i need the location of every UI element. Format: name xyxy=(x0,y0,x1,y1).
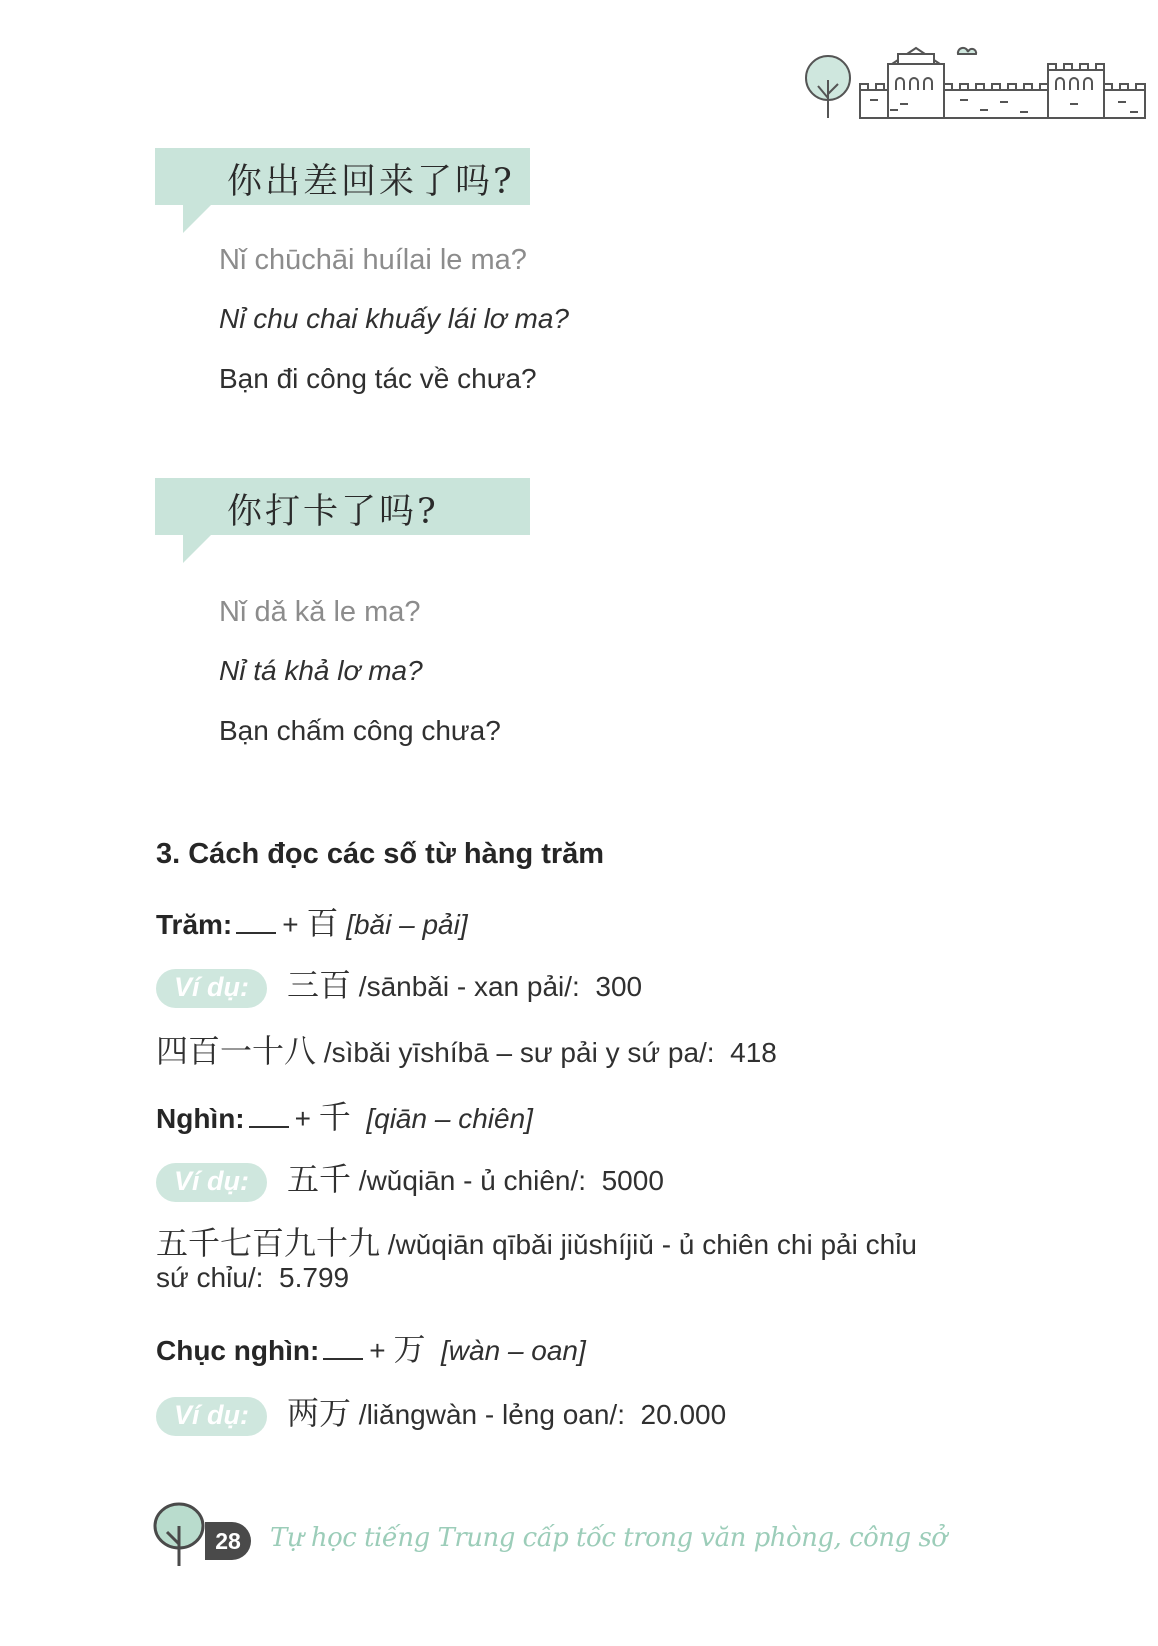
rule-reading-thousands: [qiān – chiên] xyxy=(366,1103,533,1134)
rule-char-hundreds: 百 xyxy=(306,904,339,942)
phrase-pinyin-1: Nǐ chūchāi huílai le ma? xyxy=(219,244,527,276)
phrase-chinese-2: 你打卡了吗? xyxy=(227,492,439,532)
example-hundreds-2: 四百一十八 /sìbǎi yīshíbā – sư pải y sứ pa/: 418 xyxy=(156,1032,777,1070)
page-number: 28 xyxy=(205,1522,251,1560)
phrase-phonetic-2: Nỉ tá khả lơ ma? xyxy=(219,655,423,686)
example-thousands-1: Ví dụ: 五千 /wǔqiān - ủ chiên/: 5000 xyxy=(156,1154,664,1202)
example-ten-thousands-1: Ví dụ: 两万 /liǎngwàn - lẻng oan/: 20.000 xyxy=(156,1388,726,1436)
example-badge: Ví dụ: xyxy=(156,1397,267,1436)
great-wall-illustration xyxy=(800,40,1150,130)
rule-char-ten-thousands: 万 xyxy=(393,1330,426,1368)
example-hundreds-1: Ví dụ: 三百 /sānbǎi - xan pải/: 300 xyxy=(156,960,642,1008)
rule-reading-hundreds: [bǎi – pải] xyxy=(346,909,468,940)
rule-reading-ten-thousands: [wàn – oan] xyxy=(441,1335,586,1366)
rule-label-hundreds: Trăm: xyxy=(156,909,233,940)
example-badge: Ví dụ: xyxy=(156,969,267,1008)
phrase-heading-bubble-1 xyxy=(155,148,530,205)
section-title: 3. Cách đọc các số từ hàng trăm xyxy=(156,838,605,870)
example-badge: Ví dụ: xyxy=(156,1163,267,1202)
phrase-vietnamese-1: Bạn đi công tác về chưa? xyxy=(219,363,537,394)
phrase-vietnamese-2: Bạn chấm công chưa? xyxy=(219,715,501,746)
rule-label-thousands: Nghìn: xyxy=(156,1103,245,1134)
rule-label-ten-thousands: Chục nghìn: xyxy=(156,1335,320,1366)
footer-tree-icon xyxy=(153,1498,209,1568)
rule-hundreds: Trăm: + 百 [bǎi – pải] xyxy=(156,904,468,942)
example-thousands-2: 五千七百九十九 /wǔqiān qībǎi jiǔshíjiǔ - ủ chiên chi pải chỉu xyxy=(156,1224,917,1262)
rule-thousands: Nghìn: + 千 [qiān – chiên] xyxy=(156,1098,533,1136)
phrase-pinyin-2: Nǐ dǎ kǎ le ma? xyxy=(219,596,421,628)
phrase-heading-bubble-2 xyxy=(155,478,530,535)
phrase-phonetic-1: Nỉ chu chai khuấy lái lơ ma? xyxy=(219,303,569,334)
rule-ten-thousands: Chục nghìn: + 万 [wàn – oan] xyxy=(156,1330,586,1368)
book-title: Tự học tiếng Trung cấp tốc trong văn phòng, công sở xyxy=(270,1523,947,1553)
example-thousands-2-cont: sứ chỉu/: 5.799 xyxy=(156,1262,350,1293)
phrase-chinese-1: 你出差回来了吗? xyxy=(227,162,515,202)
rule-char-thousands: 千 xyxy=(318,1098,351,1136)
